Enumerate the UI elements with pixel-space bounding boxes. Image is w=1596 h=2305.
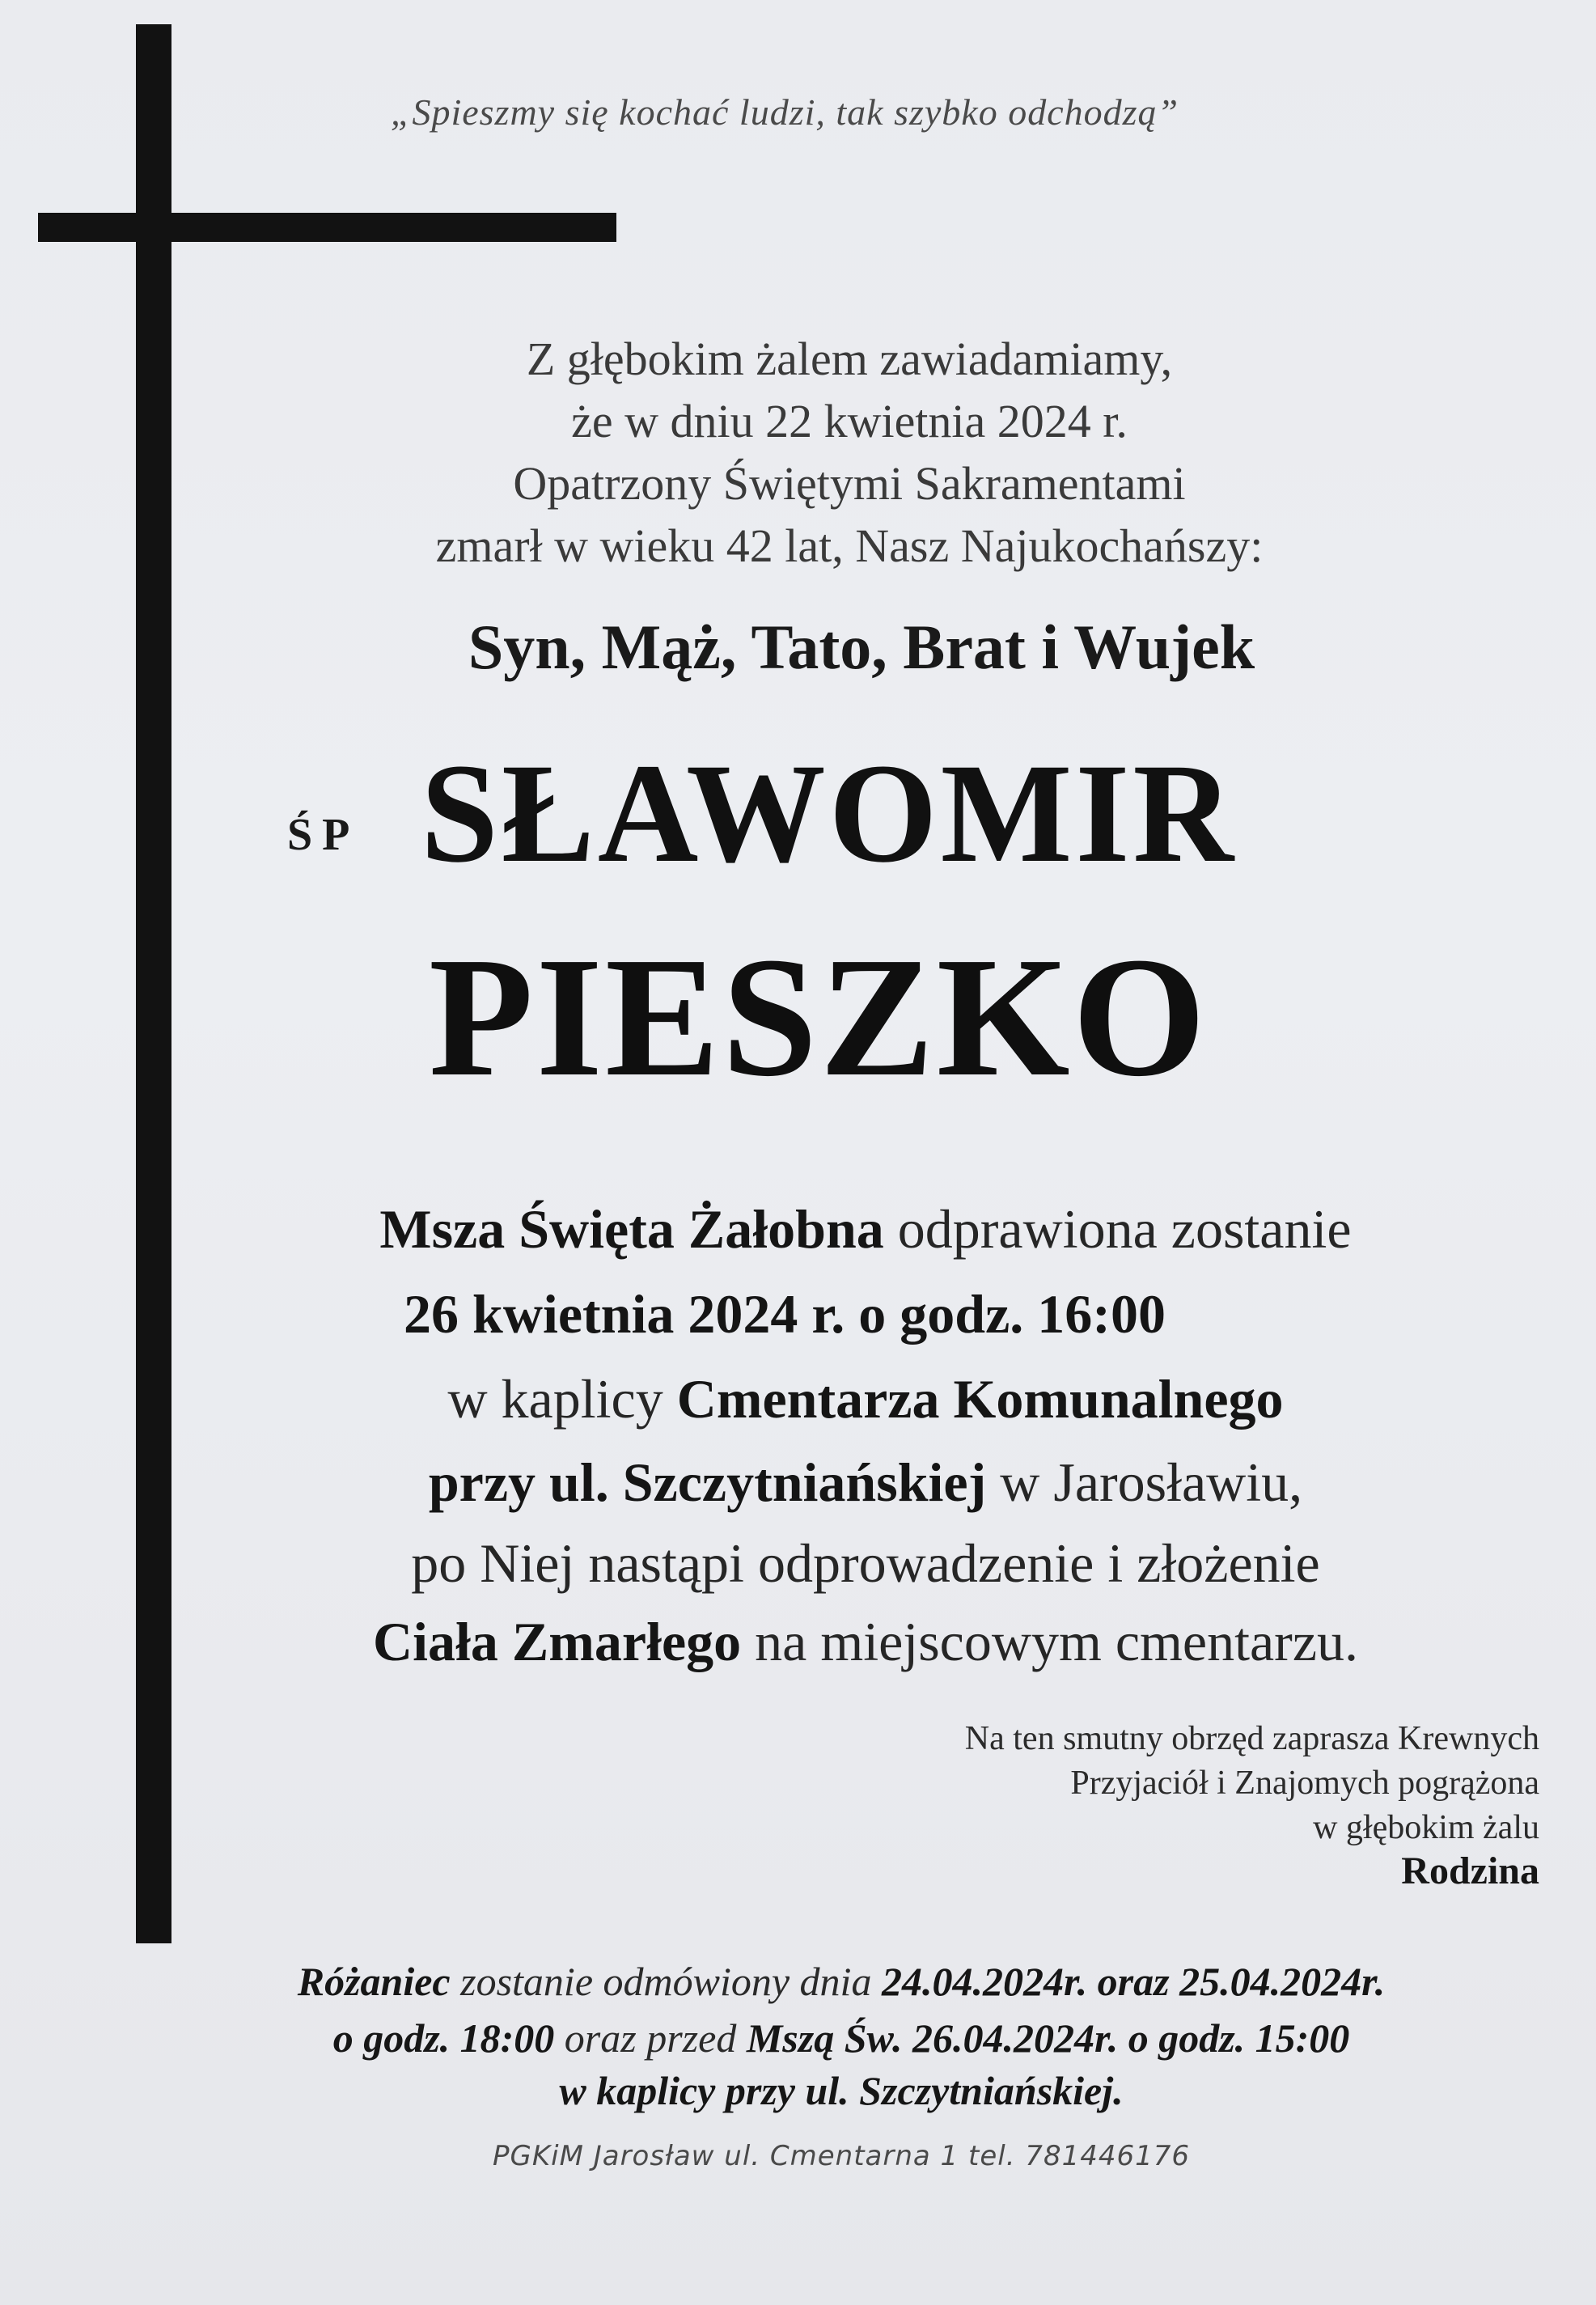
rosary-line-1 bbox=[154, 1958, 1529, 2005]
intro-line-1: Z głębokim żalem zawiadamiamy, bbox=[526, 333, 1173, 385]
rosary-mass-time: Mszą Św. 26.04.2024r. o godz. 15:00 bbox=[746, 2015, 1350, 2061]
cross-icon-horizontal-beam bbox=[38, 213, 616, 242]
intro-line-3: Opatrzony Świętymi Sakramentami bbox=[513, 457, 1186, 510]
rosary-line-1-gap bbox=[1087, 1959, 1098, 2004]
motto-quote: „Spieszmy się kochać ludzi, tak szybko odchodzą” bbox=[390, 91, 1179, 133]
rosary-line-2-text: oraz przed bbox=[554, 2015, 747, 2061]
mass-line-5: po Niej nastąpi odprowadzenie i złożenie bbox=[411, 1532, 1320, 1594]
deceased-prefix: ŚP bbox=[287, 810, 360, 860]
rosary-line-3 bbox=[154, 2067, 1529, 2114]
funeral-home-footer: PGKiM Jarosław ul. Cmentarna 1 tel. 781446176 bbox=[492, 2140, 1190, 2172]
deceased-first-name: SŁAWOMIR bbox=[421, 735, 1237, 892]
mass-line-2 bbox=[97, 1282, 1472, 1346]
mass-line-3-text: w kaplicy bbox=[447, 1368, 677, 1430]
rosary-line-2 bbox=[154, 2015, 1529, 2061]
mass-title: Msza Święta Żałobna bbox=[379, 1198, 884, 1260]
burial-bold: Ciała Zmarłego bbox=[373, 1611, 742, 1672]
invitation-line-3: w głębokim żalu bbox=[1313, 1809, 1539, 1846]
invitation-signature: Rodzina bbox=[1401, 1850, 1539, 1892]
mass-line-6 bbox=[178, 1610, 1553, 1674]
mass-line-1-text: odprawiona zostanie bbox=[883, 1198, 1352, 1260]
mass-line-1 bbox=[178, 1197, 1553, 1261]
deceased-last-name: PIESZKO bbox=[429, 922, 1209, 1112]
intro-line-4: zmarł w wieku 42 lat, Nasz Najukochańszy: bbox=[435, 519, 1264, 572]
rosary-title: Różaniec bbox=[297, 1959, 451, 2004]
invitation-line-1: Na ten smutny obrzęd zaprasza Krewnych bbox=[964, 1720, 1539, 1757]
family-relations: Syn, Mąż, Tato, Brat i Wujek bbox=[468, 612, 1255, 682]
rosary-line-1-text: zostanie odmówiony dnia bbox=[450, 1959, 882, 2004]
intro-line-2: że w dniu 22 kwietnia 2024 r. bbox=[571, 395, 1128, 447]
street-name: przy ul. Szczytniańskiej bbox=[428, 1451, 987, 1513]
invitation-line-2: Przyjaciół i Znajomych pogrążona bbox=[1070, 1765, 1539, 1802]
rosary-time: o godz. 18:00 bbox=[332, 2015, 555, 2061]
mass-line-4-text: w Jarosławiu, bbox=[986, 1451, 1303, 1513]
mass-line-3 bbox=[178, 1367, 1553, 1431]
rosary-date-2: oraz 25.04.2024r. bbox=[1097, 1959, 1386, 2004]
cross-icon-vertical-beam bbox=[136, 24, 171, 1943]
mass-line-6-text: na miejscowym cmentarzu. bbox=[741, 1611, 1358, 1672]
rosary-date-1: 24.04.2024r. bbox=[881, 1959, 1088, 2004]
mass-line-4 bbox=[178, 1451, 1553, 1515]
rosary-location: w kaplicy przy ul. Szczytniańskiej. bbox=[559, 2068, 1124, 2113]
mass-datetime: 26 kwietnia 2024 r. o godz. 16:00 bbox=[404, 1283, 1166, 1345]
cemetery-name: Cmentarza Komunalnego bbox=[676, 1368, 1284, 1430]
